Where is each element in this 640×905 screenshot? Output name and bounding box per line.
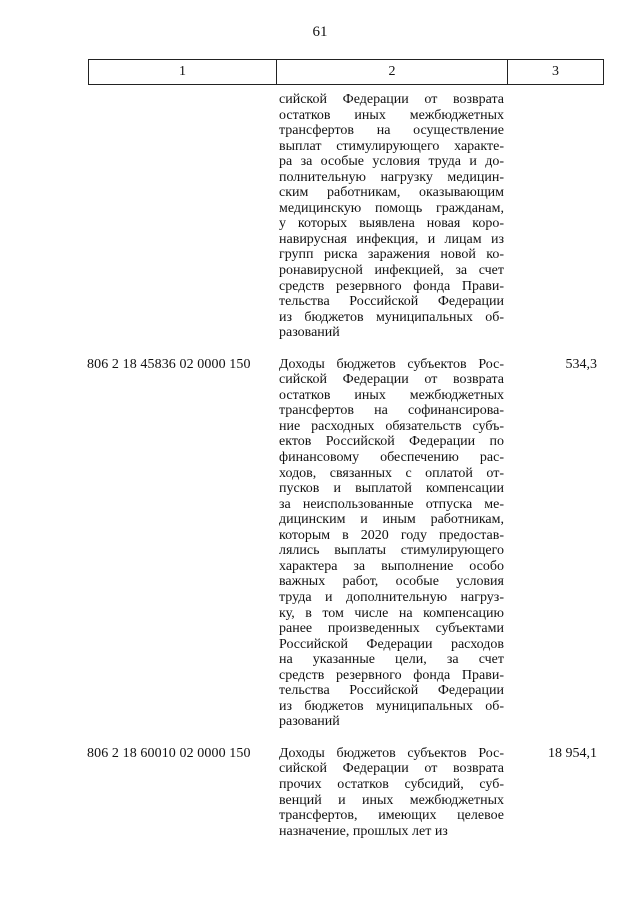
revenue-description — [279, 92, 504, 341]
description-line: пусков и выплатой компенсации — [279, 481, 504, 497]
description-line: ектов Российской Федерации по — [279, 434, 504, 450]
description-line: у которых выявлена новая коро- — [279, 216, 504, 232]
description-line: ронавирусной инфекцией, за счет — [279, 263, 504, 279]
description-line: разований — [279, 325, 340, 341]
description-line: трансфертов, имеющих целевое — [279, 808, 504, 824]
amount-value: 534,3 — [565, 356, 597, 372]
description-line: средств резервного фонда Прави- — [279, 278, 504, 294]
description-line: ранее произведенных субъектами — [279, 621, 504, 637]
table-row — [0, 746, 640, 839]
page-number: 61 — [312, 24, 328, 40]
description-line: медицинскую помощь гражданам, — [279, 200, 504, 216]
description-line: полнительную нагрузку медицин- — [279, 169, 504, 185]
description-line: труда и дополнительную нагруз- — [279, 589, 504, 605]
description-line: групп риска заражения новой ко- — [279, 247, 504, 263]
description-line: из бюджетов муниципальных об- — [279, 309, 504, 325]
description-line: сийской Федерации от возврата — [279, 372, 504, 388]
description-line: венций и иных межбюджетных — [279, 792, 504, 808]
description-line: Доходы бюджетов субъектов Рос- — [279, 356, 504, 372]
description-line: сийской Федерации от возврата — [279, 761, 504, 777]
column-header-2: 2 — [277, 60, 508, 85]
description-line: назначение, прошлых лет из — [279, 823, 448, 839]
description-line: важных работ, особые условия — [279, 574, 504, 590]
description-line: ским работникам, оказывающим — [279, 185, 504, 201]
description-line: за неиспользованные отпуска ме- — [279, 496, 504, 512]
column-header-1: 1 — [89, 60, 277, 85]
description-line: из бюджетов муниципальных об- — [279, 698, 504, 714]
budget-code: 806 2 18 60010 02 0000 150 — [87, 745, 251, 761]
revenue-description — [279, 357, 504, 730]
description-line: средств резервного фонда Прави- — [279, 667, 504, 683]
description-line: лялись выплаты стимулирующего — [279, 543, 504, 559]
description-line: на указанные цели, за счет — [279, 652, 504, 668]
description-line: трансфертов на софинансирова- — [279, 403, 504, 419]
description-line: ку, в том числе на компенсацию — [279, 605, 504, 621]
table-row — [0, 357, 640, 730]
description-line: трансфертов на осуществление — [279, 123, 504, 139]
description-line: Доходы бюджетов субъектов Рос- — [279, 745, 504, 761]
description-line: ние расходных обязательств субъ- — [279, 418, 504, 434]
description-line: ходов, связанных с оплатой от- — [279, 465, 504, 481]
description-line: тельства Российской Федерации — [279, 683, 504, 699]
column-header-3: 3 — [508, 60, 604, 85]
description-line: разований — [279, 714, 340, 730]
description-line: тельства Российской Федерации — [279, 294, 504, 310]
description-line: прочих остатков субсидий, суб- — [279, 776, 504, 792]
description-line: финансовому обеспечению рас- — [279, 450, 504, 466]
description-line: ра за особые условия труда и до- — [279, 154, 504, 170]
budget-code: 806 2 18 45836 02 0000 150 — [87, 356, 251, 372]
column-header-table — [88, 59, 604, 85]
description-line: Российской Федерации расходов — [279, 636, 504, 652]
description-line: сийской Федерации от возврата — [279, 92, 504, 107]
table-row — [0, 92, 640, 341]
amount-value: 18 954,1 — [548, 745, 597, 761]
description-line: характера за выполнение особо — [279, 558, 504, 574]
table-body — [0, 92, 640, 855]
description-line: остатков иных межбюджетных — [279, 107, 504, 123]
description-line: остатков иных межбюджетных — [279, 387, 504, 403]
revenue-description — [279, 746, 504, 839]
description-line: которым в 2020 году предостав- — [279, 527, 504, 543]
column-header-row — [89, 60, 604, 85]
description-line: навирусная инфекция, и лицам из — [279, 231, 504, 247]
description-line: выплат стимулирующего характе- — [279, 138, 504, 154]
description-line: дицинским и иным работникам, — [279, 512, 504, 528]
